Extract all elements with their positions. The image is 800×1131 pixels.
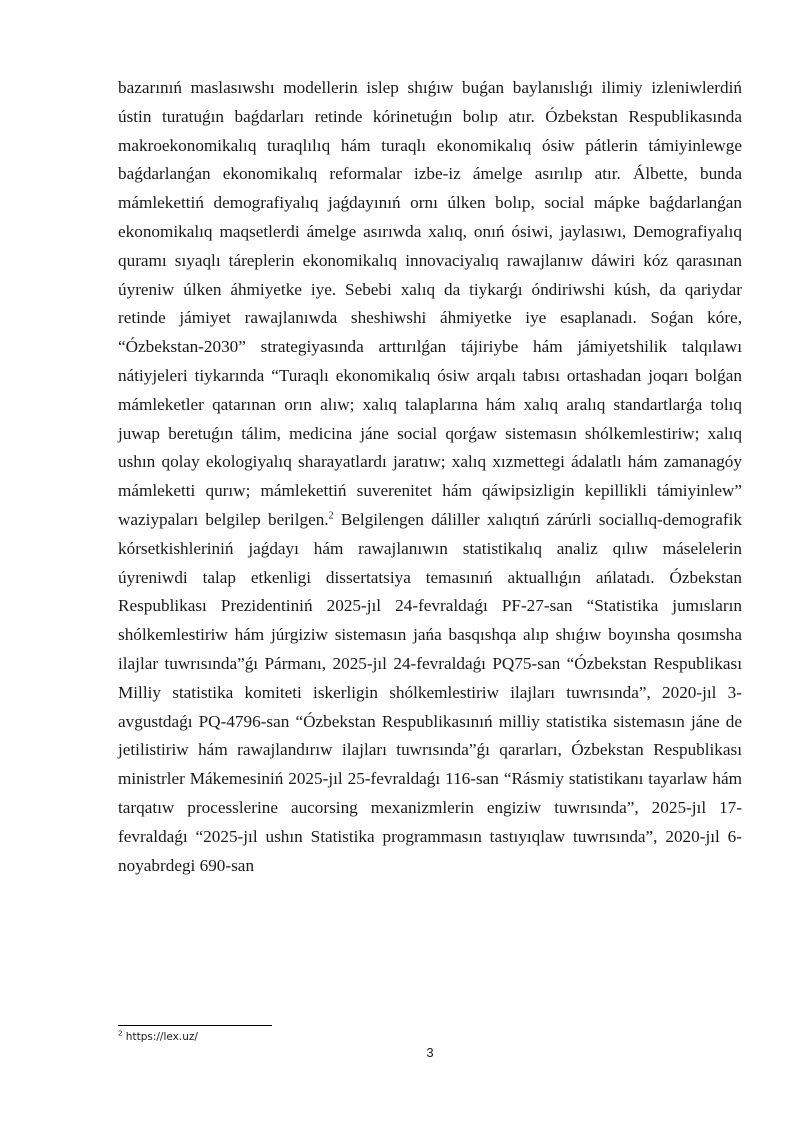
paragraph-text-part2: Belgilengen dáliller xalıqtıń zárúrli sociallıq-demografik kórsetkishleriniń jaǵdayı hám rawajlanıwın statistikalıq analiz qılıw máselelerin úyreniwdi talap etkenligi dissertatsiya temasınıń aktuallıǵın ańlatadı. Ózbekstan Respublikası Prezidentiniń 2025-jıl 24-fevraldaǵı PF-27-san “Statistika jumısların shólkemlestiriw hám júrgiziw sistemasın jańa basqıshqa alıp shıǵıw boyınsha qosımsha ilajlar tuwrısında”ǵı Pármanı, 2025-jıl 24-fevraldaǵı PQ75-san “Ózbekstan Respublikası Milliy statistika komiteti iskerligin shólkemlestiriw ilajları tuwrısında”, 2020-jıl 3-avgustdaǵı PQ-4796-san “Ózbekstan Respublikasınıń milliy statistika sistemasın jáne de jetilistiriw hám rawajlandırıw ilajları tuwrısında”ǵı qararları, Ózbekstan Respublikası ministrler Mákemesiniń 2025-jıl 25-fevraldaǵı 116-san “Rásmiy statistikanı tayarlaw hám tarqatıw processlerine aucorsing mexanizmlerin engiziw tuwrısında”, 2025-jıl 17-fevraldaǵı “2025-jıl ushın Statistika programmasın tastıyıqlaw tuwrısında”, 2020-jıl 6-noyabrdegi 690-san [118, 509, 742, 875]
footnote-number: 2 [118, 1029, 123, 1038]
footnote-reference[interactable]: 2 [328, 510, 334, 522]
footnote-divider [118, 1025, 272, 1026]
footnote-link[interactable]: https://lex.uz/ [122, 1031, 198, 1043]
paragraph-text-part1: bazarınıń maslasıwshı modellerin islep shıǵıw buǵan baylanıslıǵı ilimiy izleniwlerdiń ústin turatuǵın baǵdarları retinde kórinetuǵın bolıp atır. Ózbekstan Respublikasında makroekonomikalıq turaqlılıq hám turaqlı ekonomikalıq ósiw pátlerin támiyinlewge baǵdarlanǵan ekonomikalıq reformalar izbe-iz ámelge asırılıp atır. Álbette, bunda mámlekettiń demografiyalıq jaǵdayınıń ornı úlken bolıp, social mápke baǵdarlanǵan ekonomikalıq maqsetlerdi ámelge asırıwda xalıq, onıń ósiwi, jaylasıwı, Demografiyalıq quramı sıyaqlı táreplerin ekonomikalıq innovaciyalıq rawajlanıw dáwiri kóz qarasınan úyreniw úlken áhmiyetke iye. Sebebi xalıq da tiykarǵı óndiriwshi kúsh, da qariydar retinde jámiyet rawajlanıwda sheshiwshi áhmiyetke iye esaplanadı. Soǵan kóre, “Ózbekstan-2030” strategiyasında arttırılǵan tájiriybe hám jámiyetshilik talqılawı nátiyjeleri tiykarında “Turaqlı ekonomikalıq ósiw arqalı tabısı ortashadan joqarı bolǵan mámleketler qatarınan orın alıw; xalıq talaplarına hám xalıq aralıq standartlarǵa tolıq juwap beretuǵın tálim, medicina jáne social qorǵaw sistemasın shólkemlestiriw; xalıq ushın qolay ekologiyalıq sharayatlardı jaratıw; xalıq xızmettegi ádalatlı hám zamanagóy mámleketti qurıw; mámlekettiń suverenitet hám qáwipsizligin kepillikli támiyinlew” waziypaları belgilep berilgen. [118, 78, 742, 529]
body-paragraph [118, 74, 742, 880]
page-number: 3 [426, 1045, 434, 1060]
footnote [118, 1031, 198, 1043]
